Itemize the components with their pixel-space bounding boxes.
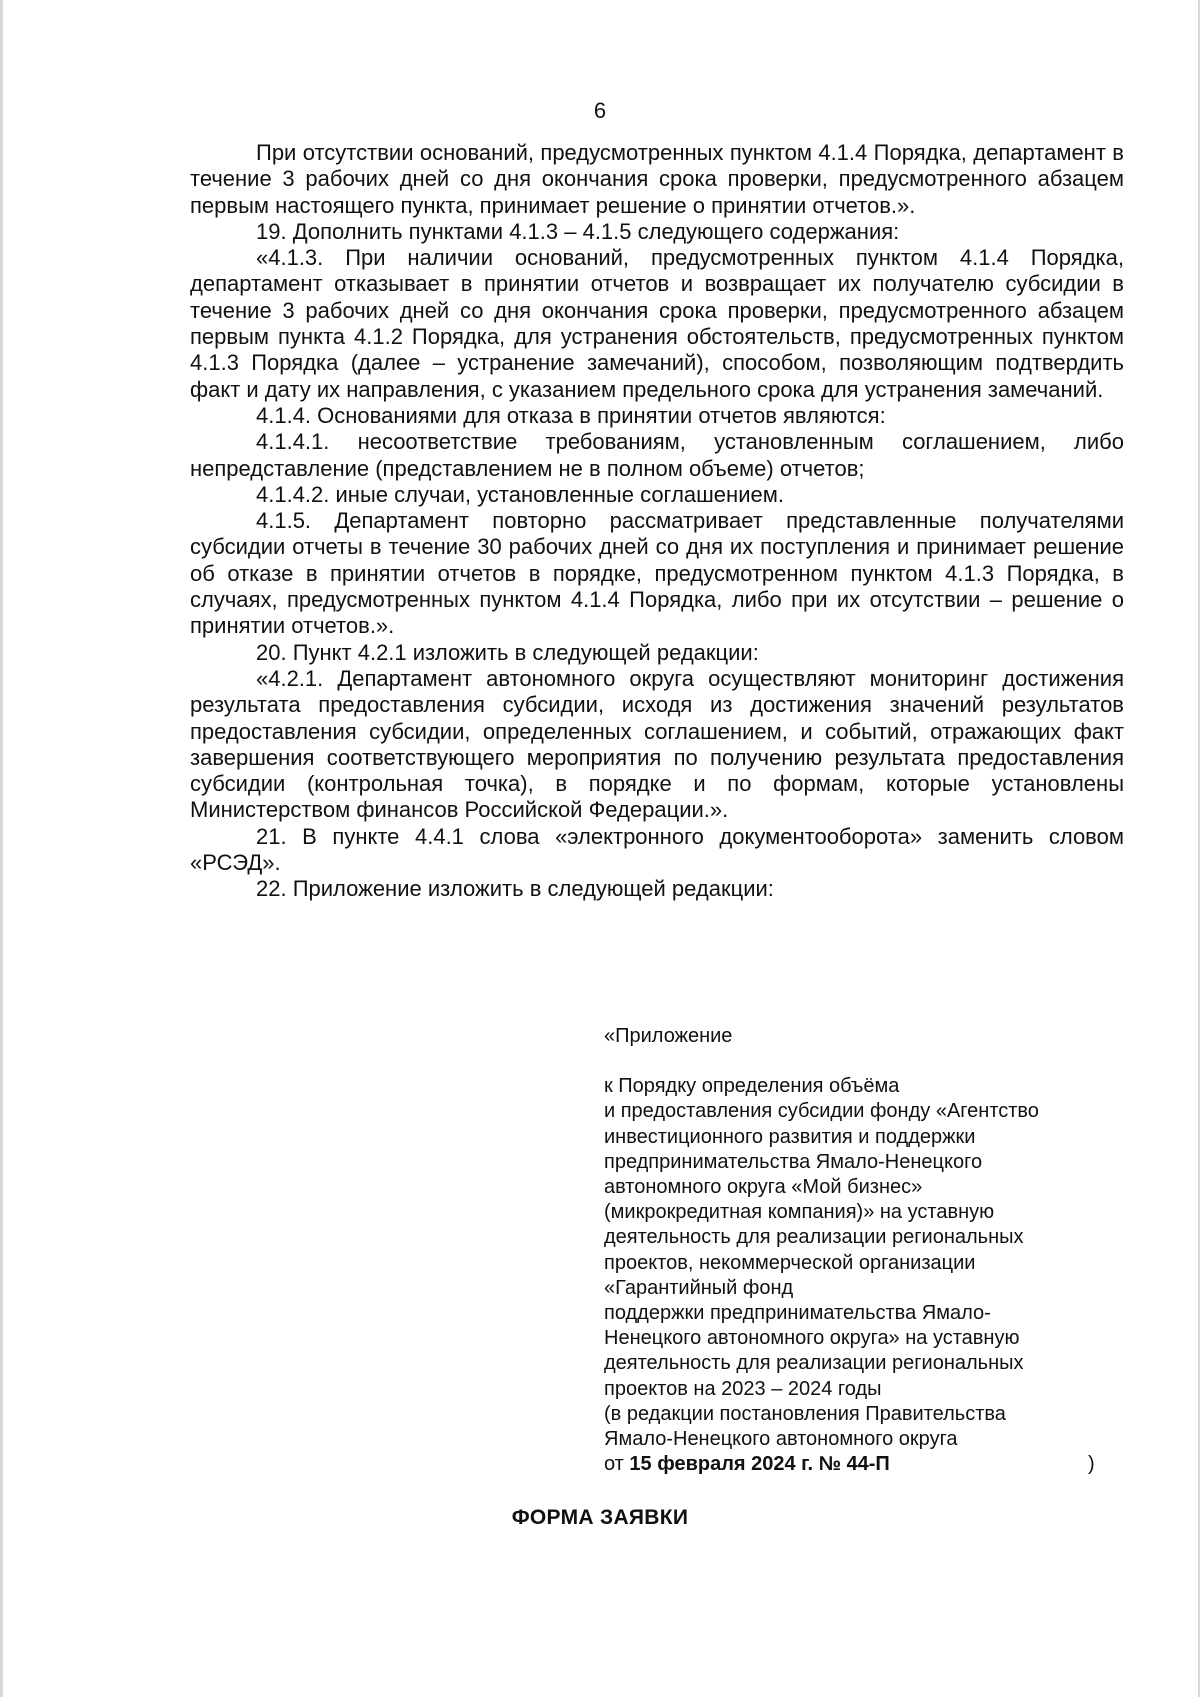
appendix-line: деятельность для реализации региональных bbox=[604, 1226, 1024, 1249]
closing-paren: ) bbox=[1088, 1453, 1095, 1476]
appendix-line: к Порядку определения объёма bbox=[604, 1075, 900, 1098]
paragraph-4-1-4-2: 4.1.4.2. иные случаи, установленные соглашением. bbox=[256, 481, 784, 507]
appendix-line: «Гарантийный фонд bbox=[604, 1276, 794, 1299]
appendix-line: Ямало-Ненецкого автономного округа bbox=[604, 1428, 958, 1451]
resolution-date-line bbox=[604, 1452, 1124, 1477]
paragraph-4-1-4-1: 4.1.4.1. несоответствие требованиям, установленным соглашением, либо непредставление (представлением не в полном объеме) отчетов; bbox=[190, 429, 1124, 481]
paragraph-item-21: 21. В пункте 4.4.1 слова «электронного документооборота» заменить словом «РСЭД». bbox=[190, 823, 1124, 876]
paragraph-item-19: 19. Дополнить пунктами 4.1.3 – 4.1.5 следующего содержания: bbox=[256, 218, 900, 244]
appendix-line: (микрокредитная компания)» на уставную bbox=[604, 1201, 995, 1224]
document-body bbox=[190, 140, 1124, 903]
appendix-line: и предоставления субсидии фонду «Агентство bbox=[604, 1100, 1039, 1123]
appendix-line: инвестиционного развития и поддержки bbox=[604, 1125, 976, 1148]
appendix-line: предпринимательства Ямало-Ненецкого bbox=[604, 1150, 983, 1173]
paragraph-4-1-3: «4.1.3. При наличии оснований, предусмотренных пунктом 4.1.4 Порядка, департамент отказывает в принятии отчетов и возвращает их получателю субсидии в течение 3 рабочих дней со дня окончания срока проверки, предусмотренного абзацем первым пункта 4.1.2 Порядка, для устранения обстоятельств, предусмотренных пунктом 4.1.3 Порядка (далее – устранение замечаний), способом, позволяющим подтвердить факт и дату их направления, с указанием предельного срока для устранения замечаний. bbox=[190, 245, 1124, 402]
paragraph-item-22: 22. Приложение изложить в следующей редакции: bbox=[256, 876, 774, 902]
resolution-date-number: 15 февраля 2024 г. № 44-П bbox=[629, 1453, 890, 1476]
scan-edge-left bbox=[0, 0, 3, 1697]
appendix-title: «Приложение bbox=[604, 1025, 733, 1047]
date-prefix: от bbox=[604, 1453, 630, 1476]
appendix-line: Ненецкого автономного округа» на уставную bbox=[604, 1327, 1020, 1350]
paragraph-item-20: 20. Пункт 4.2.1 изложить в следующей редакции: bbox=[256, 639, 759, 665]
appendix-line: автономного округа «Мой бизнес» bbox=[604, 1176, 923, 1199]
form-title: ФОРМА ЗАЯВКИ bbox=[511, 1506, 689, 1529]
appendix-line: (в редакции постановления Правительства bbox=[604, 1402, 1006, 1425]
appendix-line: деятельность для реализации региональных bbox=[604, 1352, 1024, 1375]
paragraph-no-grounds-decision: При отсутствии оснований, предусмотренных пунктом 4.1.4 Порядка, департамент в течение 3 рабочих дней со дня окончания срока проверки, предусмотренного абзацем первым настоящего пункта, принимает решение о принятии отчетов.». bbox=[190, 140, 1124, 218]
appendix-header bbox=[604, 1024, 1124, 1477]
page-number: 6 bbox=[593, 98, 607, 123]
appendix-line: проектов, некоммерческой организации bbox=[604, 1251, 976, 1274]
paragraph-4-1-5: 4.1.5. Департамент повторно рассматривает представленные получателями субсидии отчеты в течение 30 рабочих дней со дня их поступления и принимает решение об отказе в принятии отчетов в порядке, предусмотренном пунктом 4.1.3 Порядка, в случаях, предусмотренных пунктом 4.1.4 Порядка, либо при их отсутствии – решение о принятии отчетов.». bbox=[190, 508, 1124, 639]
paragraph-4-2-1: «4.2.1. Департамент автономного округа осуществляют мониторинг достижения результата предоставления субсидии, исходя из достижения значений результатов предоставления субсидии, определенных соглашением, и событий, отражающих факт завершения соответствующего мероприятия по получению результата предоставления субсидии (контрольная точка), в порядке и по формам, которые установлены Министерством финансов Российской Федерации.». bbox=[190, 665, 1124, 823]
appendix-line: проектов на 2023 – 2024 годы bbox=[604, 1377, 882, 1400]
appendix-line: поддержки предпринимательства Ямало- bbox=[604, 1302, 991, 1325]
paragraph-4-1-4: 4.1.4. Основаниями для отказа в принятии отчетов являются: bbox=[256, 402, 886, 428]
